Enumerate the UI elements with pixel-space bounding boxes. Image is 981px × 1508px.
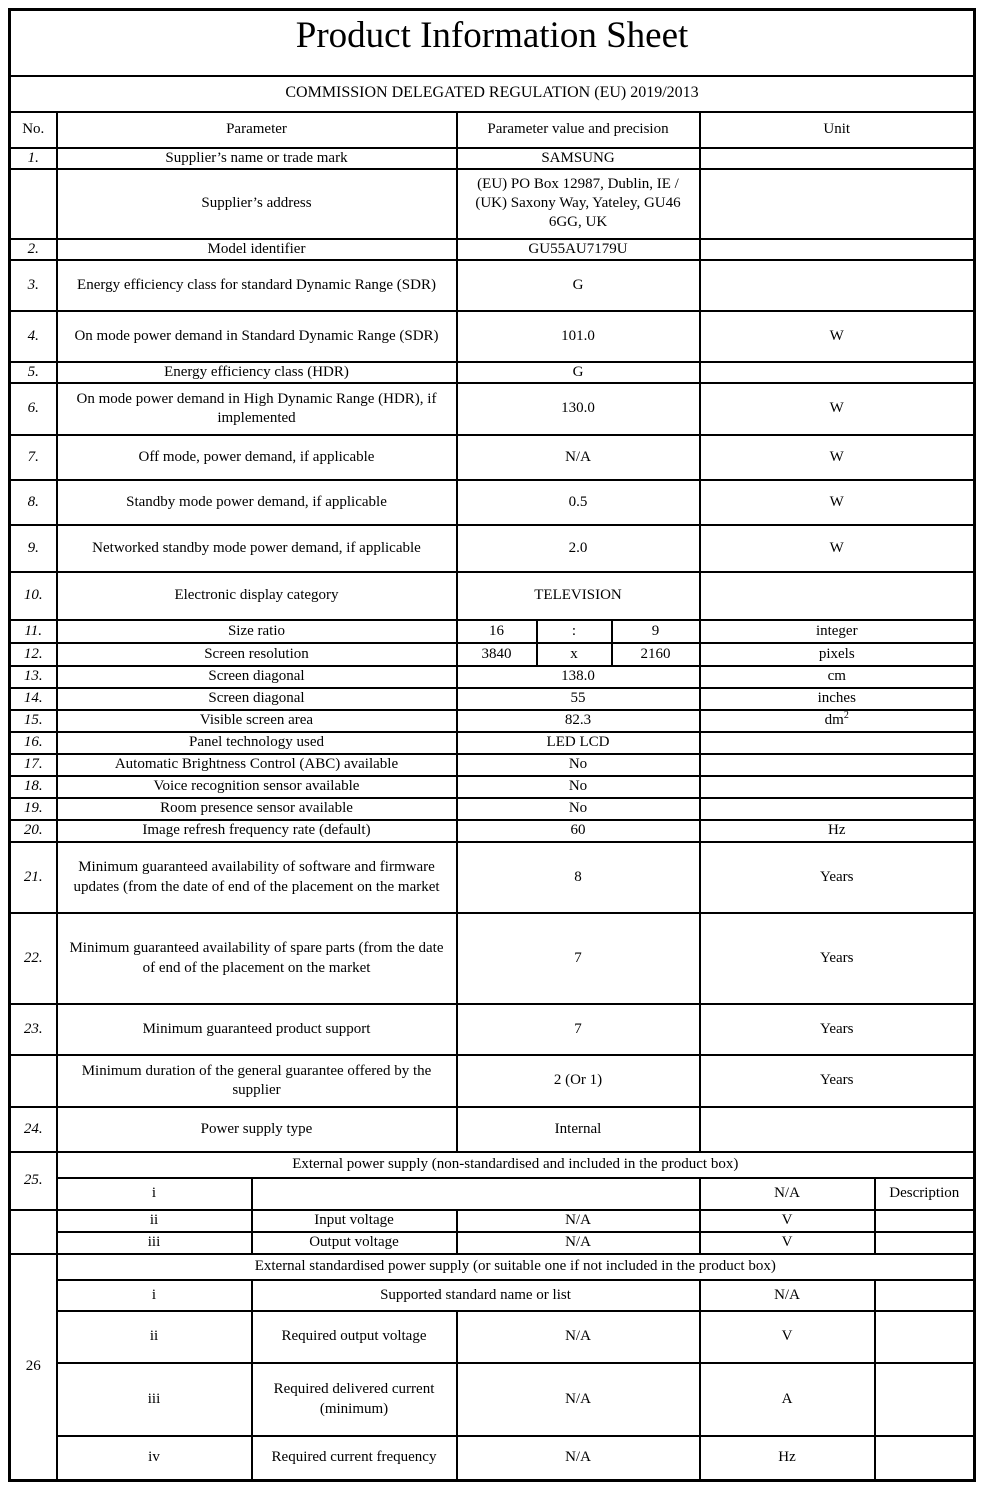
row-14-diagonal-inches — [10, 688, 975, 710]
value-cell: N/A — [457, 1311, 700, 1363]
sub-index-cell: ii — [57, 1311, 252, 1363]
value-cell: 60 — [457, 820, 700, 842]
unit-cell — [700, 732, 975, 754]
value-cell: (EU) PO Box 12987, Dublin, IE / (UK) Saxony Way, Yateley, GU46 6GG, UK — [457, 169, 700, 239]
row-5-eei-hdr — [10, 362, 975, 383]
no-cell: 12. — [10, 643, 57, 666]
row-guarantee-duration — [10, 1055, 975, 1107]
unit-cell: W — [700, 383, 975, 435]
parameter-cell: Size ratio — [57, 620, 457, 643]
parameter-cell: Supplier’s name or trade mark — [57, 148, 457, 169]
unit-cell: V — [700, 1210, 875, 1232]
section-25-header-row — [10, 1152, 975, 1178]
unit-cell — [700, 148, 975, 169]
value-separator-cell: : — [537, 620, 612, 643]
parameter-cell: Screen resolution — [57, 643, 457, 666]
no-cell: 2. — [10, 239, 57, 260]
row-15-visible-area — [10, 710, 975, 732]
unit-cell: Years — [700, 913, 975, 1004]
value-cell: TELEVISION — [457, 572, 700, 620]
parameter-cell: Minimum guaranteed availability of software and firmware updates (from the date of end of the placement on the market — [57, 842, 457, 913]
no-cell: 1. — [10, 148, 57, 169]
unit-cell: Hz — [700, 1436, 875, 1480]
row-10-display-category — [10, 572, 975, 620]
value-cell: N/A — [457, 1363, 700, 1436]
row-22-spare-parts — [10, 913, 975, 1004]
value-cell: 7 — [457, 1004, 700, 1055]
value-cell: SAMSUNG — [457, 148, 700, 169]
section-26-header: External standardised power supply (or suitable one if not included in the product box) — [57, 1254, 975, 1280]
value-separator-cell: x — [537, 643, 612, 666]
sub-index-cell: iv — [57, 1436, 252, 1480]
value-cell: GU55AU7179U — [457, 239, 700, 260]
no-cell: 22. — [10, 913, 57, 1004]
sub-index-cell: i — [57, 1178, 252, 1210]
value-cell: 55 — [457, 688, 700, 710]
unit-cell: Hz — [700, 820, 975, 842]
row-8-standby — [10, 480, 975, 525]
value-cell: 0.5 — [457, 480, 700, 525]
no-cell — [10, 1210, 57, 1254]
unit-cell: cm — [700, 666, 975, 688]
no-cell: 26 — [10, 1254, 57, 1480]
no-cell — [10, 169, 57, 239]
no-cell: 8. — [10, 480, 57, 525]
section-25-header: External power supply (non-standardised and included in the product box) — [57, 1152, 975, 1178]
no-cell: 23. — [10, 1004, 57, 1055]
row-23-product-support — [10, 1004, 975, 1055]
section-26-header-row — [10, 1254, 975, 1280]
row-16-panel-technology — [10, 732, 975, 754]
row-24-power-supply-type — [10, 1107, 975, 1152]
no-cell: 5. — [10, 362, 57, 383]
unit-cell: V — [700, 1311, 875, 1363]
unit-cell — [700, 798, 975, 820]
no-cell: 10. — [10, 572, 57, 620]
row-6-power-hdr — [10, 383, 975, 435]
value-cell: N/A — [700, 1178, 875, 1210]
unit-cell: Years — [700, 1004, 975, 1055]
no-cell: 25. — [10, 1152, 57, 1210]
no-cell: 21. — [10, 842, 57, 913]
parameter-cell: Screen diagonal — [57, 666, 457, 688]
parameter-cell: Off mode, power demand, if applicable — [57, 435, 457, 480]
parameter-cell: Panel technology used — [57, 732, 457, 754]
parameter-cell: On mode power demand in High Dynamic Range (HDR), if implemented — [57, 383, 457, 435]
unit-cell — [700, 362, 975, 383]
description-cell — [875, 1232, 975, 1254]
section-26-row-i — [10, 1280, 975, 1311]
value-cell: N/A — [700, 1280, 875, 1311]
parameter-cell: Minimum duration of the general guarantee offered by the supplier — [57, 1055, 457, 1107]
unit-cell — [700, 754, 975, 776]
value-cell: LED LCD — [457, 732, 700, 754]
unit-cell — [700, 1107, 975, 1152]
parameter-cell: Networked standby mode power demand, if applicable — [57, 525, 457, 572]
description-cell — [875, 1436, 975, 1480]
column-header-row — [10, 112, 975, 148]
parameter-cell — [252, 1178, 700, 1210]
parameter-cell: On mode power demand in Standard Dynamic Range (SDR) — [57, 311, 457, 362]
parameter-cell: Required output voltage — [252, 1311, 457, 1363]
parameter-cell: Required current frequency — [252, 1436, 457, 1480]
no-cell: 17. — [10, 754, 57, 776]
no-cell: 18. — [10, 776, 57, 798]
unit-cell: pixels — [700, 643, 975, 666]
unit-cell: A — [700, 1363, 875, 1436]
value-cell-2: 9 — [612, 620, 700, 643]
parameter-cell: Minimum guaranteed availability of spare parts (from the date of end of the placement on the market — [57, 913, 457, 1004]
row-21-software-updates — [10, 842, 975, 913]
no-cell — [10, 1055, 57, 1107]
row-17-abc-available — [10, 754, 975, 776]
unit-superscript: 2 — [843, 710, 849, 722]
no-cell: 4. — [10, 311, 57, 362]
no-cell: 15. — [10, 710, 57, 732]
description-cell: Description — [875, 1178, 975, 1210]
unit-cell — [700, 260, 975, 311]
column-header-value: Parameter value and precision — [457, 112, 700, 148]
description-cell — [875, 1210, 975, 1232]
title-row — [10, 10, 975, 76]
parameter-cell: Supported standard name or list — [252, 1280, 700, 1311]
parameter-cell: Input voltage — [252, 1210, 457, 1232]
row-supplier-address — [10, 169, 975, 239]
parameter-cell: Standby mode power demand, if applicable — [57, 480, 457, 525]
parameter-cell: Screen diagonal — [57, 688, 457, 710]
no-cell: 24. — [10, 1107, 57, 1152]
unit-base: dm — [824, 712, 844, 729]
unit-cell: W — [700, 480, 975, 525]
parameter-cell: Energy efficiency class for standard Dynamic Range (SDR) — [57, 260, 457, 311]
value-cell: G — [457, 260, 700, 311]
parameter-cell: Visible screen area — [57, 710, 457, 732]
unit-cell: W — [700, 435, 975, 480]
value-cell: No — [457, 798, 700, 820]
value-cell: N/A — [457, 1232, 700, 1254]
value-cell-2: 2160 — [612, 643, 700, 666]
value-cell: 82.3 — [457, 710, 700, 732]
row-13-diagonal-cm — [10, 666, 975, 688]
column-header-unit: Unit — [700, 112, 975, 148]
parameter-cell: Voice recognition sensor available — [57, 776, 457, 798]
value-cell: 8 — [457, 842, 700, 913]
row-7-off-mode — [10, 435, 975, 480]
section-25-row-ii — [10, 1210, 975, 1232]
unit-cell — [700, 572, 975, 620]
value-cell: G — [457, 362, 700, 383]
parameter-cell: Power supply type — [57, 1107, 457, 1152]
no-cell: 9. — [10, 525, 57, 572]
value-cell-1: 3840 — [457, 643, 537, 666]
unit-cell — [700, 710, 975, 732]
value-cell: 101.0 — [457, 311, 700, 362]
no-cell: 19. — [10, 798, 57, 820]
row-9-networked-standby — [10, 525, 975, 572]
no-cell: 7. — [10, 435, 57, 480]
no-cell: 3. — [10, 260, 57, 311]
row-20-refresh-rate — [10, 820, 975, 842]
value-cell: No — [457, 776, 700, 798]
value-cell: 7 — [457, 913, 700, 1004]
no-cell: 13. — [10, 666, 57, 688]
parameter-cell: Electronic display category — [57, 572, 457, 620]
value-cell-1: 16 — [457, 620, 537, 643]
unit-cell: W — [700, 525, 975, 572]
parameter-cell: Energy efficiency class (HDR) — [57, 362, 457, 383]
row-4-power-sdr — [10, 311, 975, 362]
unit-cell — [700, 169, 975, 239]
row-19-room-sensor — [10, 798, 975, 820]
column-header-no: No. — [10, 112, 57, 148]
row-12-screen-resolution — [10, 643, 975, 666]
no-cell: 16. — [10, 732, 57, 754]
unit-cell: Years — [700, 842, 975, 913]
row-11-size-ratio — [10, 620, 975, 643]
unit-cell: inches — [700, 688, 975, 710]
section-26-row-ii — [10, 1311, 975, 1363]
unit-cell: integer — [700, 620, 975, 643]
description-cell — [875, 1280, 975, 1311]
value-cell: 2 (Or 1) — [457, 1055, 700, 1107]
unit-cell: V — [700, 1232, 875, 1254]
page-title: Product Information Sheet — [10, 10, 975, 76]
section-25-row-iii — [10, 1232, 975, 1254]
no-cell: 6. — [10, 383, 57, 435]
description-cell — [875, 1311, 975, 1363]
no-cell: 11. — [10, 620, 57, 643]
section-26-row-iii — [10, 1363, 975, 1436]
regulation-subtitle: COMMISSION DELEGATED REGULATION (EU) 2019/2013 — [10, 76, 975, 112]
value-cell: N/A — [457, 435, 700, 480]
subtitle-row — [10, 76, 975, 112]
value-cell: N/A — [457, 1210, 700, 1232]
parameter-cell: Model identifier — [57, 239, 457, 260]
row-2-model-identifier — [10, 239, 975, 260]
sub-index-cell: iii — [57, 1363, 252, 1436]
no-cell: 20. — [10, 820, 57, 842]
value-cell: 2.0 — [457, 525, 700, 572]
parameter-cell: Supplier’s address — [57, 169, 457, 239]
parameter-cell: Output voltage — [252, 1232, 457, 1254]
value-cell: 138.0 — [457, 666, 700, 688]
parameter-cell: Required delivered current (minimum) — [252, 1363, 457, 1436]
value-cell: No — [457, 754, 700, 776]
row-18-voice-sensor — [10, 776, 975, 798]
parameter-cell: Room presence sensor available — [57, 798, 457, 820]
value-cell: 130.0 — [457, 383, 700, 435]
sub-index-cell: iii — [57, 1232, 252, 1254]
sub-index-cell: ii — [57, 1210, 252, 1232]
column-header-parameter: Parameter — [57, 112, 457, 148]
parameter-cell: Minimum guaranteed product support — [57, 1004, 457, 1055]
parameter-cell: Automatic Brightness Control (ABC) available — [57, 754, 457, 776]
unit-cell — [700, 776, 975, 798]
value-cell: Internal — [457, 1107, 700, 1152]
section-26-row-iv — [10, 1436, 975, 1480]
row-1-supplier-name — [10, 148, 975, 169]
parameter-cell: Image refresh frequency rate (default) — [57, 820, 457, 842]
product-information-table — [8, 8, 976, 1482]
no-cell: 14. — [10, 688, 57, 710]
unit-cell: Years — [700, 1055, 975, 1107]
sub-index-cell: i — [57, 1280, 252, 1311]
value-cell: N/A — [457, 1436, 700, 1480]
unit-cell — [700, 239, 975, 260]
description-cell — [875, 1363, 975, 1436]
section-25-row-i — [10, 1178, 975, 1210]
unit-cell: W — [700, 311, 975, 362]
row-3-eei-sdr — [10, 260, 975, 311]
